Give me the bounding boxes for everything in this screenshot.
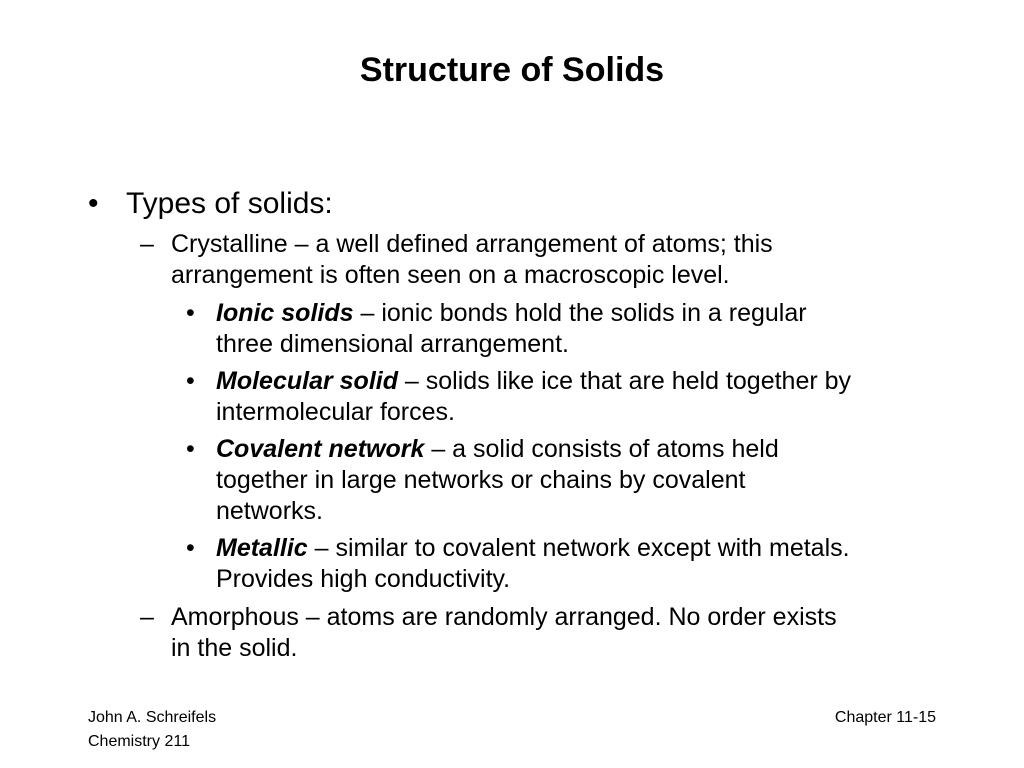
bullet-marker: • — [186, 367, 195, 395]
term-metallic: Metallic — [216, 534, 308, 562]
bullet-marker: • — [88, 187, 99, 220]
term-ionic-solids: Ionic solids — [216, 299, 354, 327]
footer-author: John A. Schreifels — [88, 709, 217, 726]
definition-text: – solids like ice that are held together by — [397, 367, 852, 395]
list-item — [216, 533, 956, 564]
list-item — [216, 434, 956, 465]
bullet-marker: • — [186, 534, 195, 562]
definition-line: intermolecular forces. — [216, 398, 455, 426]
list-item — [216, 366, 956, 397]
bullet-marker: • — [186, 299, 195, 327]
amorphous-line-1: Amorphous – atoms are randomly arranged. No order exists — [171, 603, 837, 631]
crystalline-line-1: Crystalline – a well defined arrangement of atoms; this — [171, 230, 773, 258]
footer-course: Chemistry 211 — [88, 733, 190, 750]
definition-text: – a solid consists of atoms held — [424, 435, 779, 463]
term-covalent-network: Covalent network — [216, 435, 425, 463]
definition-line: Provides high conductivity. — [216, 565, 511, 593]
dash-marker: – — [140, 603, 154, 631]
definition-line: networks. — [216, 497, 323, 525]
types-heading: Types of solids: — [126, 187, 333, 220]
term-molecular-solid: Molecular solid — [216, 367, 398, 395]
bullet-marker: • — [186, 435, 195, 463]
crystalline-line-2: arrangement is often seen on a macroscopic level. — [171, 261, 730, 289]
list-item — [216, 298, 956, 329]
definition-text: – ionic bonds hold the solids in a regular — [353, 299, 807, 327]
definition-line: together in large networks or chains by covalent — [216, 466, 746, 494]
definition-line: three dimensional arrangement. — [216, 330, 569, 358]
amorphous-line-2: in the solid. — [171, 634, 298, 662]
definition-text: – similar to covalent network except with metals. — [307, 534, 850, 562]
dash-marker: – — [140, 230, 154, 258]
slide-title: Structure of Solids — [359, 51, 665, 89]
footer-chapter: Chapter 11-15 — [834, 709, 936, 726]
